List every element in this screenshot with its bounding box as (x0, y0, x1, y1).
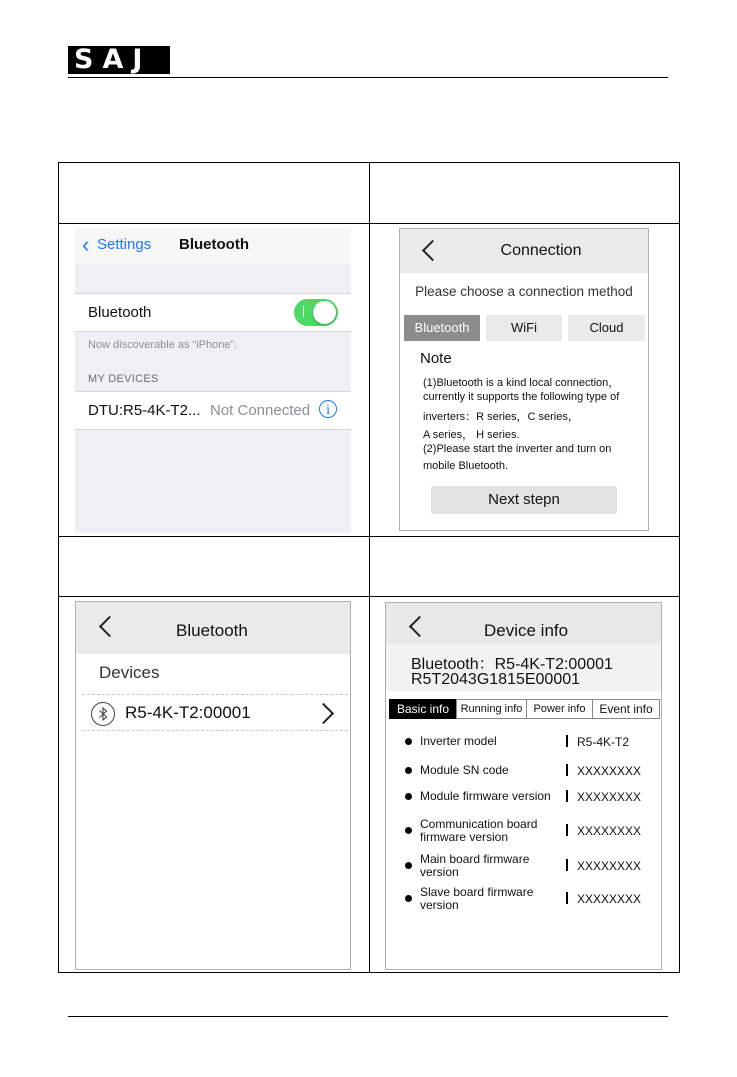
back-settings-link[interactable]: Settings (97, 236, 152, 253)
info-label: version (420, 865, 459, 879)
info-value: XXXXXXXX (577, 790, 642, 804)
note-line: inverters：R series，C series， (423, 411, 579, 423)
table-row-divider (58, 596, 680, 597)
nav-bar (75, 228, 351, 264)
info-label: Main board firmware (420, 852, 530, 866)
nav-title: Bluetooth (179, 236, 249, 253)
chevron-right-icon[interactable] (313, 703, 334, 724)
tab-bluetooth[interactable]: Bluetooth (404, 315, 480, 341)
bullet (405, 738, 412, 745)
devices-section-label: Devices (99, 663, 160, 682)
separator-bar (566, 735, 568, 747)
bullet (405, 862, 412, 869)
tab-cloud[interactable]: Cloud (568, 315, 645, 341)
device-name: DTU:R5-4K-T2... (88, 402, 201, 419)
info-label: Slave board firmware (420, 885, 534, 899)
toggle-on-mark (303, 306, 304, 317)
note-line: (1)Bluetooth is a kind local connection， (423, 377, 620, 389)
header-bar (400, 229, 648, 273)
info-label: Inverter model (420, 734, 497, 748)
saj-logo: SAJ (68, 46, 170, 74)
table-column-divider (369, 162, 370, 973)
footer-rule (68, 1016, 668, 1017)
bullet (405, 895, 412, 902)
header-bar (76, 602, 350, 654)
info-label: Communication board (420, 817, 538, 831)
screen-title: Connection (500, 242, 582, 259)
info-label: Module firmware version (420, 789, 551, 803)
header-bar (386, 603, 661, 643)
info-label: version (420, 898, 459, 912)
screen-title: Device info (484, 621, 569, 640)
divider (82, 694, 348, 695)
ios-bluetooth-settings-screen (75, 228, 351, 533)
serial-number: R5T2043G1815E00001 (411, 671, 581, 688)
separator-bar (566, 764, 568, 776)
screen-title: Bluetooth (176, 621, 248, 640)
divider (82, 730, 348, 731)
bluetooth-id: Bluetooth：R5-4K-T2:00001 (411, 656, 613, 673)
separator-bar (566, 824, 568, 836)
info-label: Module SN code (420, 763, 509, 777)
device-name[interactable]: R5-4K-T2:00001 (125, 703, 251, 722)
note-line: mobile Bluetooth. (423, 460, 508, 472)
tab-power-info[interactable]: Power info (526, 699, 593, 719)
info-value: XXXXXXXX (577, 824, 642, 838)
separator (75, 331, 351, 332)
tab-event-info[interactable]: Event info (592, 699, 660, 719)
connection-screen (399, 228, 649, 531)
tab-basic-info[interactable]: Basic info (389, 699, 457, 719)
device-info-screen (385, 602, 662, 970)
info-icon[interactable]: i (319, 400, 337, 418)
tab-running-info[interactable]: Running info (456, 699, 527, 719)
separator (75, 429, 351, 430)
bluetooth-devices-screen (75, 601, 351, 970)
chevron-left-icon[interactable]: ‹ (82, 232, 90, 257)
bluetooth-label: Bluetooth (88, 304, 152, 321)
separator-bar (566, 859, 568, 871)
separator-bar (566, 892, 568, 904)
choose-method-prompt: Please choose a connection method (415, 284, 633, 299)
bullet (405, 767, 412, 774)
info-label: firmware version (420, 830, 509, 844)
back-chevron-icon[interactable] (409, 616, 430, 637)
bullet (405, 827, 412, 834)
next-step-button[interactable]: Next stepn (431, 486, 617, 514)
info-value: XXXXXXXX (577, 892, 642, 906)
note-line: (2)Please start the inverter and turn on (423, 443, 612, 455)
bluetooth-icon (91, 702, 115, 726)
bluetooth-toggle[interactable] (294, 299, 338, 326)
header-rule (68, 77, 668, 78)
table-row-divider (58, 223, 680, 224)
toggle-knob (313, 301, 336, 324)
note-title: Note (420, 350, 452, 367)
note-line: currently it supports the following type of (423, 391, 620, 403)
device-status: Not Connected (210, 402, 311, 419)
table-row-divider (58, 536, 680, 537)
info-value: XXXXXXXX (577, 764, 642, 778)
tab-wifi[interactable]: WiFi (486, 315, 562, 341)
info-value: XXXXXXXX (577, 859, 642, 873)
back-chevron-icon[interactable] (99, 616, 120, 637)
my-devices-header: MY DEVICES (88, 373, 159, 385)
separator-bar (566, 790, 568, 802)
bullet (405, 793, 412, 800)
info-value: R5-4K-T2 (577, 735, 630, 749)
discoverable-text: Now discoverable as “iPhone”. (88, 339, 238, 351)
note-line: A series， H series. (423, 429, 520, 441)
